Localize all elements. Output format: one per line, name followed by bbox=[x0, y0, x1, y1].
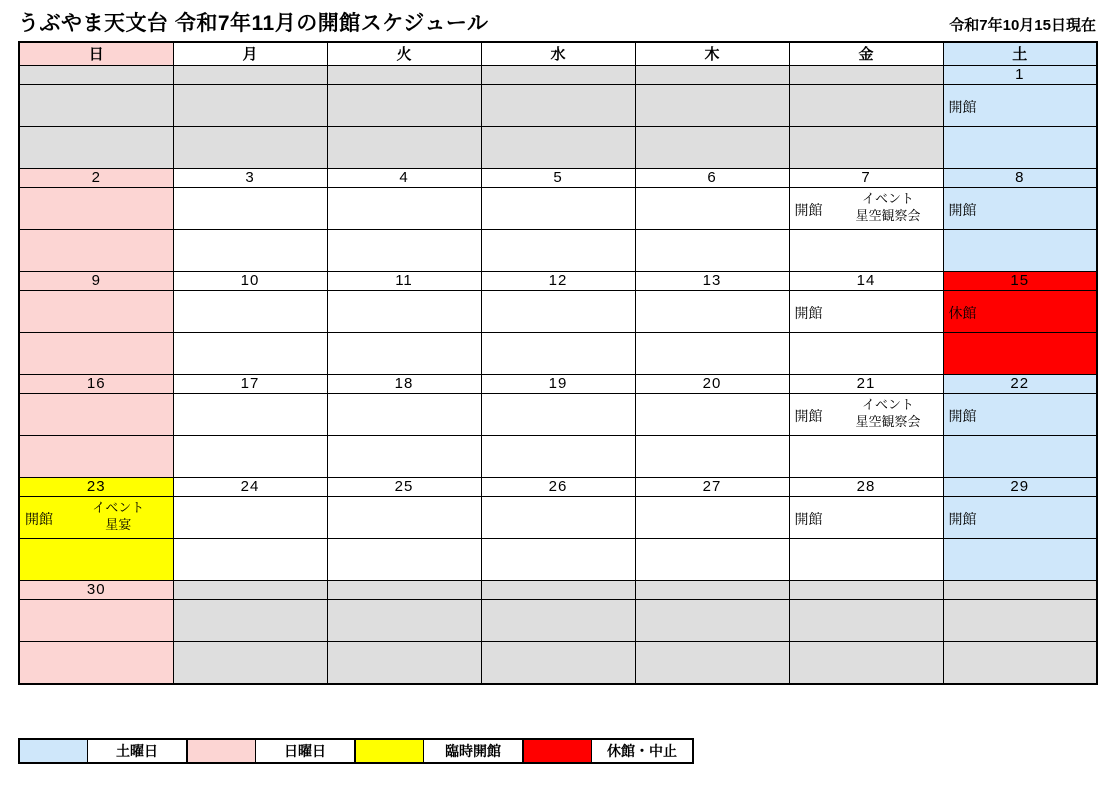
day-cell-upper-slot bbox=[944, 497, 1097, 539]
day-cell-lower-slot bbox=[790, 436, 943, 477]
day-cell-upper-slot bbox=[328, 600, 481, 642]
day-cell-upper-slot bbox=[174, 85, 327, 127]
day-number: 1 bbox=[944, 66, 1097, 85]
dow-header-fri: 金 bbox=[789, 42, 943, 66]
calendar-day-cell[interactable] bbox=[173, 478, 327, 581]
open-status-label: 休館 bbox=[948, 305, 977, 321]
day-cell-body bbox=[20, 291, 173, 374]
day-cell-upper-slot bbox=[482, 497, 635, 539]
day-cell-upper-slot bbox=[636, 497, 789, 539]
open-status-label: 開館 bbox=[948, 202, 977, 218]
day-number: 6 bbox=[636, 169, 789, 188]
day-number: 11 bbox=[328, 272, 481, 291]
calendar-empty-cell bbox=[173, 66, 327, 169]
day-number: 3 bbox=[174, 169, 327, 188]
day-number: 7 bbox=[790, 169, 943, 188]
day-cell-upper-slot bbox=[636, 188, 789, 230]
day-cell-upper-slot bbox=[944, 394, 1097, 436]
legend-swatch-temporary-open bbox=[356, 740, 424, 762]
calendar-day-cell[interactable] bbox=[327, 272, 481, 375]
day-cell-lower-slot bbox=[944, 539, 1097, 580]
day-cell-upper-slot bbox=[790, 188, 943, 230]
calendar-day-cell[interactable] bbox=[327, 375, 481, 478]
calendar-day-cell[interactable] bbox=[943, 169, 1097, 272]
event-subtitle: 星宴 bbox=[105, 517, 132, 532]
day-cell-upper-slot bbox=[174, 600, 327, 642]
day-cell-lower-slot bbox=[482, 333, 635, 374]
day-cell-lower-slot bbox=[482, 539, 635, 580]
day-cell-lower-slot bbox=[174, 436, 327, 477]
day-cell-lower-slot bbox=[20, 333, 173, 374]
day-number bbox=[636, 66, 789, 85]
day-cell-body bbox=[482, 394, 635, 477]
dow-header-wed: 水 bbox=[481, 42, 635, 66]
day-cell-upper-slot bbox=[482, 600, 635, 642]
calendar-empty-cell bbox=[789, 66, 943, 169]
calendar-day-cell[interactable] bbox=[789, 375, 943, 478]
day-cell-body bbox=[790, 600, 943, 683]
calendar-day-cell[interactable] bbox=[635, 375, 789, 478]
day-cell-lower-slot bbox=[944, 436, 1097, 477]
day-cell-body bbox=[482, 85, 635, 168]
day-cell-upper-slot bbox=[174, 394, 327, 436]
calendar-week-row bbox=[19, 375, 1097, 478]
calendar-day-cell[interactable] bbox=[635, 272, 789, 375]
day-cell-upper-slot bbox=[20, 85, 173, 127]
calendar-empty-cell bbox=[481, 581, 635, 685]
day-cell-lower-slot bbox=[174, 333, 327, 374]
calendar-day-cell[interactable] bbox=[19, 272, 173, 375]
dow-header-sun: 日 bbox=[19, 42, 173, 66]
calendar-day-cell[interactable] bbox=[943, 272, 1097, 375]
day-cell-lower-slot bbox=[636, 230, 789, 271]
day-number bbox=[174, 581, 327, 600]
event-title: イベント bbox=[861, 191, 914, 206]
day-number: 26 bbox=[482, 478, 635, 497]
calendar-day-cell[interactable] bbox=[789, 272, 943, 375]
day-cell-upper-slot bbox=[944, 85, 1097, 127]
day-cell-upper-slot bbox=[944, 600, 1097, 642]
day-number: 16 bbox=[20, 375, 173, 394]
day-cell-lower-slot bbox=[328, 642, 481, 683]
day-cell-lower-slot bbox=[174, 230, 327, 271]
day-number: 20 bbox=[636, 375, 789, 394]
day-cell-lower-slot bbox=[20, 230, 173, 271]
day-cell-lower-slot bbox=[328, 539, 481, 580]
day-number bbox=[482, 66, 635, 85]
day-cell-upper-slot bbox=[790, 291, 943, 333]
day-cell-upper-slot bbox=[482, 85, 635, 127]
day-cell-lower-slot bbox=[636, 127, 789, 168]
day-cell-lower-slot bbox=[20, 642, 173, 683]
day-number: 22 bbox=[944, 375, 1097, 394]
day-cell-upper-slot bbox=[636, 291, 789, 333]
day-number: 15 bbox=[944, 272, 1097, 291]
day-number: 9 bbox=[20, 272, 173, 291]
event-label bbox=[836, 396, 941, 430]
day-cell-lower-slot bbox=[20, 127, 173, 168]
day-cell-body bbox=[944, 497, 1097, 580]
day-number bbox=[944, 581, 1097, 600]
day-cell-upper-slot bbox=[174, 291, 327, 333]
day-cell-lower-slot bbox=[636, 333, 789, 374]
day-cell-lower-slot bbox=[482, 230, 635, 271]
day-cell-lower-slot bbox=[328, 436, 481, 477]
calendar-day-cell[interactable] bbox=[943, 375, 1097, 478]
day-number: 23 bbox=[20, 478, 173, 497]
day-cell-upper-slot bbox=[636, 394, 789, 436]
day-cell-lower-slot bbox=[174, 642, 327, 683]
day-cell-body bbox=[174, 394, 327, 477]
calendar-day-cell[interactable] bbox=[943, 478, 1097, 581]
day-cell-upper-slot bbox=[20, 394, 173, 436]
day-cell-upper-slot bbox=[482, 394, 635, 436]
calendar-day-cell[interactable] bbox=[173, 169, 327, 272]
day-cell-body bbox=[20, 394, 173, 477]
day-cell-body bbox=[944, 291, 1097, 374]
day-number: 24 bbox=[174, 478, 327, 497]
day-number: 10 bbox=[174, 272, 327, 291]
day-number: 12 bbox=[482, 272, 635, 291]
day-cell-body bbox=[790, 394, 943, 477]
calendar-day-cell[interactable] bbox=[789, 169, 943, 272]
calendar-day-cell[interactable] bbox=[19, 169, 173, 272]
day-number: 2 bbox=[20, 169, 173, 188]
legend-item-sat bbox=[20, 740, 188, 762]
legend-item-sun bbox=[188, 740, 356, 762]
day-cell-body bbox=[482, 497, 635, 580]
legend-label-sun: 日曜日 bbox=[256, 740, 356, 762]
day-cell-upper-slot bbox=[944, 291, 1097, 333]
open-status-label: 開館 bbox=[794, 305, 823, 321]
day-cell-body bbox=[20, 600, 173, 683]
day-cell-upper-slot bbox=[944, 188, 1097, 230]
day-cell-body bbox=[944, 188, 1097, 271]
day-cell-body bbox=[944, 600, 1097, 683]
calendar-body bbox=[19, 66, 1097, 685]
legend-swatch-sat bbox=[20, 740, 88, 762]
day-cell-lower-slot bbox=[636, 539, 789, 580]
day-cell-body bbox=[174, 497, 327, 580]
day-cell-upper-slot bbox=[328, 497, 481, 539]
page-header bbox=[18, 6, 1096, 36]
day-cell-body bbox=[174, 291, 327, 374]
day-cell-body bbox=[636, 85, 789, 168]
day-cell-upper-slot bbox=[790, 600, 943, 642]
dow-header-mon: 月 bbox=[173, 42, 327, 66]
day-cell-body bbox=[636, 600, 789, 683]
day-cell-upper-slot bbox=[328, 291, 481, 333]
day-cell-upper-slot bbox=[482, 291, 635, 333]
day-number: 4 bbox=[328, 169, 481, 188]
event-title: イベント bbox=[92, 500, 145, 515]
day-cell-body bbox=[790, 85, 943, 168]
calendar-day-cell[interactable] bbox=[789, 478, 943, 581]
open-status-label: 開館 bbox=[948, 99, 977, 115]
day-cell-lower-slot bbox=[944, 230, 1097, 271]
day-cell-lower-slot bbox=[790, 539, 943, 580]
day-number bbox=[636, 581, 789, 600]
day-number bbox=[790, 581, 943, 600]
day-cell-lower-slot bbox=[482, 642, 635, 683]
calendar-day-cell[interactable] bbox=[481, 478, 635, 581]
calendar-day-cell[interactable] bbox=[327, 169, 481, 272]
event-label bbox=[836, 190, 941, 224]
day-cell-upper-slot bbox=[174, 188, 327, 230]
legend-label-closed: 休館・中止 bbox=[607, 743, 677, 759]
calendar-table bbox=[18, 41, 1098, 685]
day-cell-body bbox=[944, 394, 1097, 477]
calendar-empty-cell bbox=[481, 66, 635, 169]
day-cell-body bbox=[20, 497, 173, 580]
calendar-empty-cell bbox=[327, 66, 481, 169]
day-cell-upper-slot bbox=[328, 394, 481, 436]
day-cell-lower-slot bbox=[944, 642, 1097, 683]
open-status-label: 開館 bbox=[794, 202, 823, 218]
day-cell-body bbox=[636, 188, 789, 271]
day-cell-body bbox=[174, 85, 327, 168]
dow-header-tue: 火 bbox=[327, 42, 481, 66]
day-cell-upper-slot bbox=[20, 497, 173, 539]
day-number: 13 bbox=[636, 272, 789, 291]
day-number: 25 bbox=[328, 478, 481, 497]
day-number: 21 bbox=[790, 375, 943, 394]
day-number: 30 bbox=[20, 581, 173, 600]
legend-item-temporary-open bbox=[356, 740, 524, 762]
as-of-date: 令和7年10月15日現在 bbox=[949, 17, 1096, 34]
day-cell-lower-slot bbox=[20, 436, 173, 477]
legend-swatch-sun bbox=[188, 740, 256, 762]
event-title: イベント bbox=[861, 397, 914, 412]
calendar-day-cell[interactable] bbox=[327, 478, 481, 581]
calendar-empty-cell bbox=[19, 66, 173, 169]
calendar-week-row bbox=[19, 581, 1097, 685]
calendar-day-cell[interactable] bbox=[481, 375, 635, 478]
day-cell-body bbox=[20, 188, 173, 271]
day-number bbox=[790, 66, 943, 85]
day-cell-lower-slot bbox=[20, 539, 173, 580]
calendar-empty-cell bbox=[635, 66, 789, 169]
legend bbox=[18, 738, 694, 764]
day-cell-lower-slot bbox=[790, 230, 943, 271]
dow-header-thu: 木 bbox=[635, 42, 789, 66]
day-number: 29 bbox=[944, 478, 1097, 497]
calendar-day-cell[interactable] bbox=[19, 581, 173, 685]
day-cell-lower-slot bbox=[482, 436, 635, 477]
calendar-day-cell[interactable] bbox=[943, 66, 1097, 169]
day-number bbox=[20, 66, 173, 85]
open-status-label: 開館 bbox=[794, 408, 823, 424]
day-number: 8 bbox=[944, 169, 1097, 188]
open-status-label: 開館 bbox=[25, 511, 53, 527]
day-number bbox=[482, 581, 635, 600]
day-number bbox=[328, 581, 481, 600]
day-cell-upper-slot bbox=[20, 600, 173, 642]
calendar-day-cell[interactable] bbox=[173, 272, 327, 375]
day-cell-lower-slot bbox=[636, 436, 789, 477]
day-cell-body bbox=[636, 497, 789, 580]
day-cell-lower-slot bbox=[328, 333, 481, 374]
day-number bbox=[328, 66, 481, 85]
day-cell-body bbox=[790, 188, 943, 271]
day-cell-body bbox=[944, 85, 1097, 168]
day-cell-lower-slot bbox=[790, 127, 943, 168]
dow-header-sat: 土 bbox=[943, 42, 1097, 66]
day-number: 19 bbox=[482, 375, 635, 394]
legend-item-closed bbox=[524, 740, 692, 762]
day-cell-body bbox=[636, 394, 789, 477]
day-cell-body bbox=[636, 291, 789, 374]
day-cell-body bbox=[20, 85, 173, 168]
open-status-label: 開館 bbox=[948, 511, 977, 527]
day-cell-body bbox=[328, 497, 481, 580]
calendar-empty-cell bbox=[943, 581, 1097, 685]
day-cell-upper-slot bbox=[20, 291, 173, 333]
event-subtitle: 星空観察会 bbox=[855, 414, 921, 429]
day-cell-body bbox=[174, 188, 327, 271]
day-number bbox=[174, 66, 327, 85]
calendar-empty-cell bbox=[789, 581, 943, 685]
calendar-day-cell[interactable] bbox=[635, 169, 789, 272]
day-cell-lower-slot bbox=[790, 642, 943, 683]
calendar-week-row bbox=[19, 66, 1097, 169]
day-cell-body bbox=[482, 291, 635, 374]
day-cell-lower-slot bbox=[328, 127, 481, 168]
day-cell-body bbox=[328, 188, 481, 271]
day-number: 5 bbox=[482, 169, 635, 188]
day-cell-body bbox=[482, 188, 635, 271]
event-label bbox=[66, 499, 171, 533]
day-cell-upper-slot bbox=[174, 497, 327, 539]
calendar-header-row bbox=[19, 42, 1097, 66]
day-cell-upper-slot bbox=[636, 600, 789, 642]
day-cell-upper-slot bbox=[790, 394, 943, 436]
calendar-week-row bbox=[19, 478, 1097, 581]
day-cell-lower-slot bbox=[174, 539, 327, 580]
day-cell-lower-slot bbox=[944, 333, 1097, 374]
event-subtitle: 星空観察会 bbox=[855, 208, 921, 223]
day-cell-body bbox=[328, 85, 481, 168]
day-cell-upper-slot bbox=[790, 497, 943, 539]
day-cell-upper-slot bbox=[20, 188, 173, 230]
open-status-label: 開館 bbox=[794, 511, 823, 527]
calendar-empty-cell bbox=[327, 581, 481, 685]
day-cell-lower-slot bbox=[328, 230, 481, 271]
day-cell-lower-slot bbox=[790, 333, 943, 374]
day-cell-upper-slot bbox=[328, 188, 481, 230]
calendar-week-row bbox=[19, 272, 1097, 375]
calendar-day-cell[interactable] bbox=[481, 169, 635, 272]
calendar-day-cell[interactable] bbox=[173, 375, 327, 478]
day-cell-body bbox=[328, 600, 481, 683]
day-cell-upper-slot bbox=[328, 85, 481, 127]
calendar-day-cell[interactable] bbox=[19, 478, 173, 581]
day-cell-upper-slot bbox=[636, 85, 789, 127]
day-number: 17 bbox=[174, 375, 327, 394]
page-title: うぶやま天文台 令和7年11月の開館スケジュール bbox=[18, 12, 489, 35]
calendar-empty-cell bbox=[173, 581, 327, 685]
day-cell-body bbox=[790, 497, 943, 580]
day-cell-body bbox=[328, 394, 481, 477]
day-cell-upper-slot bbox=[482, 188, 635, 230]
day-cell-lower-slot bbox=[482, 127, 635, 168]
day-number: 14 bbox=[790, 272, 943, 291]
open-status-label: 開館 bbox=[948, 408, 977, 424]
day-cell-body bbox=[790, 291, 943, 374]
calendar-day-cell[interactable] bbox=[19, 375, 173, 478]
calendar-day-cell[interactable] bbox=[481, 272, 635, 375]
legend-label-temporary-open: 臨時開館 bbox=[424, 740, 524, 762]
calendar-empty-cell bbox=[635, 581, 789, 685]
legend-swatch-closed bbox=[524, 740, 592, 762]
day-number: 18 bbox=[328, 375, 481, 394]
day-number: 27 bbox=[636, 478, 789, 497]
calendar-day-cell[interactable] bbox=[635, 478, 789, 581]
day-cell-lower-slot bbox=[944, 127, 1097, 168]
day-cell-body bbox=[328, 291, 481, 374]
day-cell-upper-slot bbox=[790, 85, 943, 127]
day-number: 28 bbox=[790, 478, 943, 497]
day-cell-body bbox=[174, 600, 327, 683]
day-cell-body bbox=[482, 600, 635, 683]
day-cell-lower-slot bbox=[174, 127, 327, 168]
day-cell-lower-slot bbox=[636, 642, 789, 683]
calendar-week-row bbox=[19, 169, 1097, 272]
legend-label-sat: 土曜日 bbox=[88, 740, 188, 762]
